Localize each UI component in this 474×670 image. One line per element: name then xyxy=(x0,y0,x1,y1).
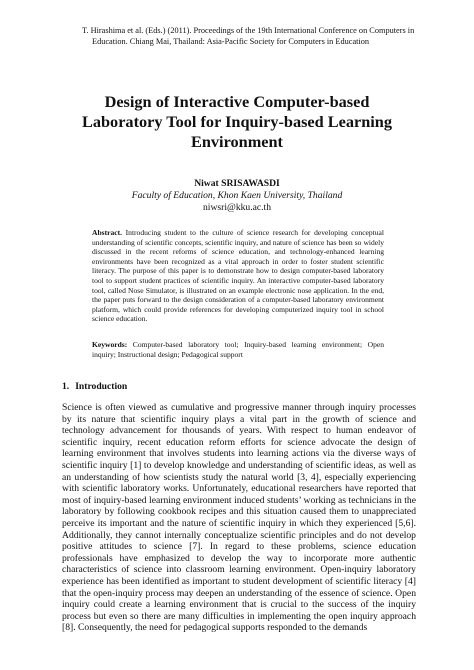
abstract xyxy=(92,228,384,324)
abstract-text: Introducing student to the culture of science research for developing conceptual understanding of scientific concepts, scientific inquiry, and nature of science has been so widely discussed in the recent reforms of science education, and technology-enhanced learning environments have been recognized as a vital approach in order to foster student scientific literacy. The purpose of this paper is to demonstrate how to design computer-based laboratory tool to support student practices of scientific inquiry. An interactive computer-based laboratory tool, called Nose Simulator, is illustrated on an example electronic nose application. In the end, the paper puts forward to the design consideration of a computer-based laboratory environment platform, which could provide references for developing computerized inquiry tool in school science education. xyxy=(92,228,384,324)
introduction-paragraph: Science is often viewed as cumulative and progressive manner through inquiry processes by its nature that scientific inquiry plays a vital part in the growth of science and technology advancement for thousands of years. With respect to human endeavor of scientific inquiry, recent education reform efforts for science advocate the design of learning environment that involves students into learning actions via the diverse ways of scientific inquiry [1] to develop knowledge and understanding of scientific ideas, as well as an understanding of how scientists study the natural world [3, 4], especially experiencing with scientific laboratory works. Unfortunately, educational researchers have reported that most of inquiry-based learning environment induced students’ working as technicians in the laboratory by following cookbook recipes and this situation caused them to unappreciated perceive its important and the nature of scientific inquiry in which they experienced [5,6]. Additionally, they cannot internally conceptualize scientific principles and do not develop positive attitudes to science [7]. In regard to these problems, science education professionals have emphasized to develop the way to incorporate more authentic characteristics of science into classroom learning environment. Open-inquiry laboratory experience has been identified as important to student development of scientific literacy [4] that the open-inquiry process may deepen an understanding of the essence of science. Open inquiry could create a learning environment that is crucial to the success of the inquiry process but even so there are many difficulties in implementing the open inquiry approach [8]. Consequently, the need for pedagogical supports responded to the demands xyxy=(62,402,416,634)
author-block xyxy=(40,178,434,214)
section-number: 1. xyxy=(62,381,70,392)
title-line-2: Laboratory Tool for Inquiry-based Learning xyxy=(82,112,392,131)
citation-line-1: T. Hirashima et al. (Eds.) (2011). Proceedings of the 19th International Conference on Computers in xyxy=(82,26,415,35)
paper-title xyxy=(40,92,434,152)
keywords-text: Computer-based laboratory tool; Inquiry-based learning environment; Open inquiry; Instructional design; Pedagogical support xyxy=(92,340,384,359)
author-name: Niwat SRISAWASDI xyxy=(194,178,280,189)
section-title: Introduction xyxy=(75,381,128,392)
abstract-label: Abstract. xyxy=(92,228,122,237)
section-heading-introduction xyxy=(62,381,127,392)
author-email: niwsri@kku.ac.th xyxy=(203,202,271,213)
keywords-label: Keywords: xyxy=(92,340,128,349)
author-affiliation: Faculty of Education, Khon Kaen University, Thailand xyxy=(131,190,343,201)
citation-line-2: Education. Chiang Mai, Thailand: Asia-Pacific Society for Computers in Education xyxy=(92,36,370,46)
title-line-1: Design of Interactive Computer-based xyxy=(104,92,370,111)
proceedings-citation xyxy=(82,26,422,47)
title-line-3: Environment xyxy=(191,132,283,151)
keywords xyxy=(92,340,384,359)
